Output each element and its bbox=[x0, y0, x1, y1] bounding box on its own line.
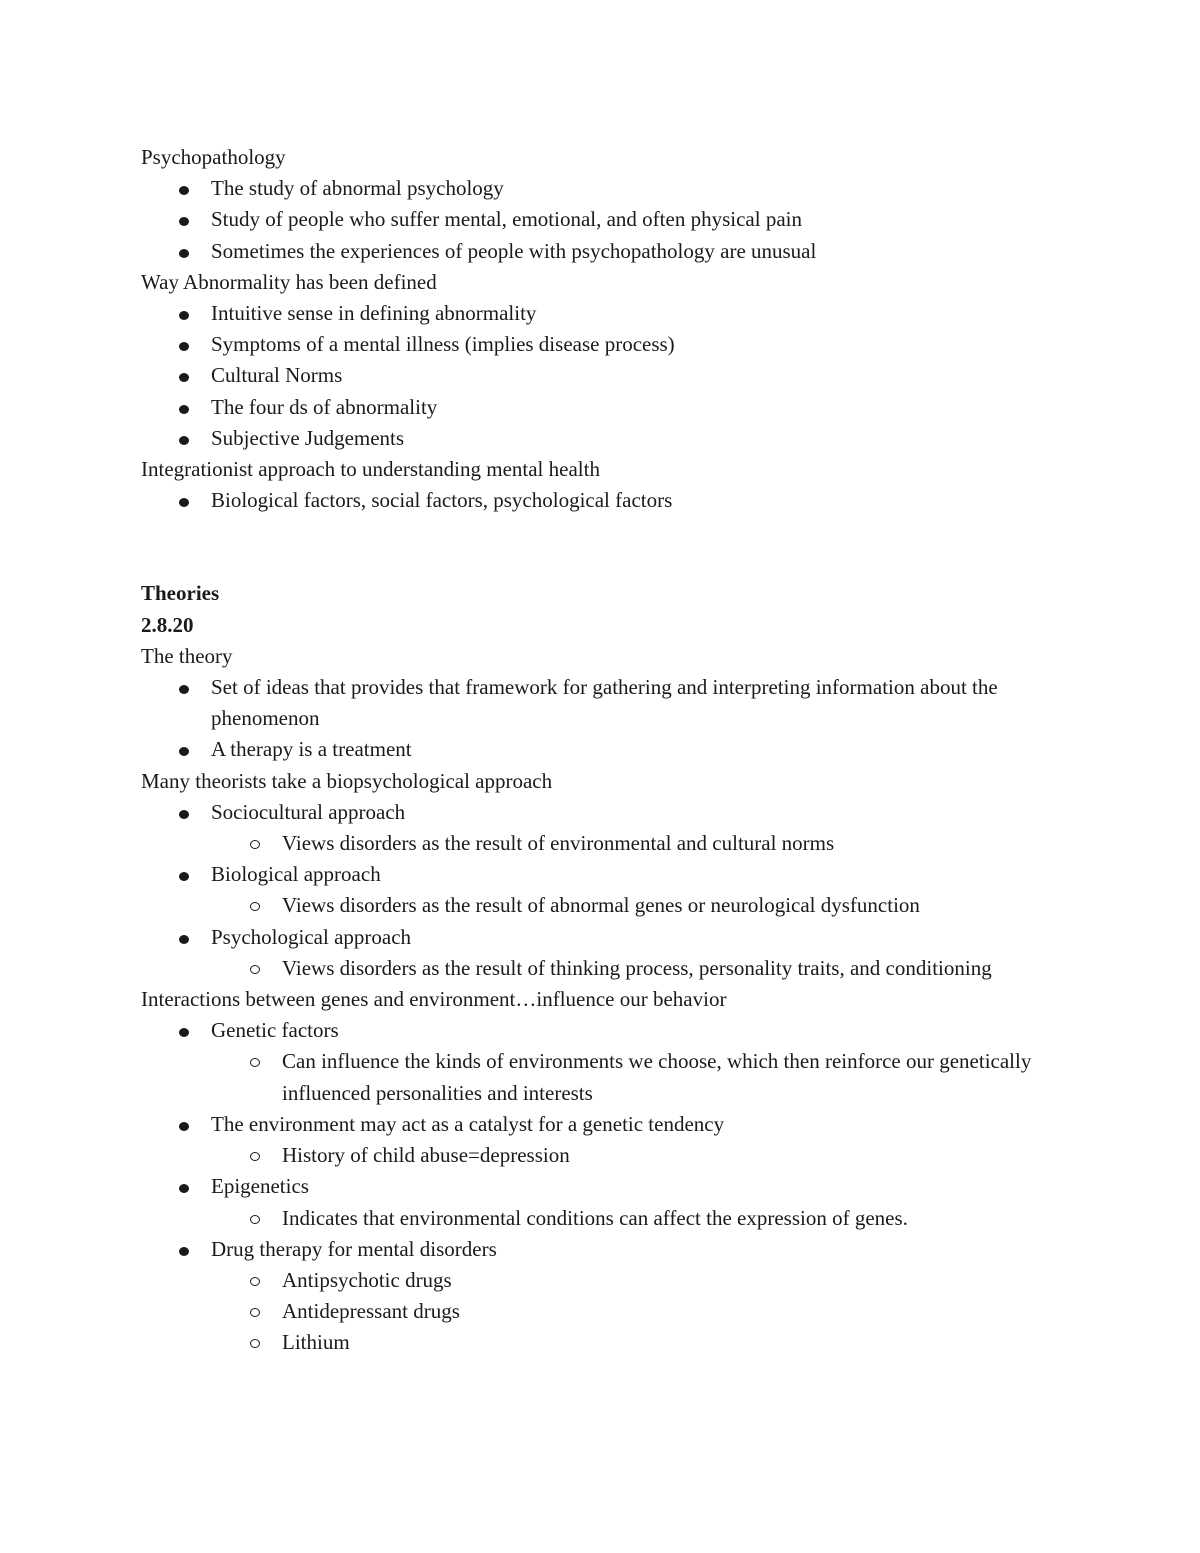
bullet-circle-icon bbox=[250, 1339, 260, 1348]
section-heading: Psychopathology bbox=[141, 145, 286, 169]
bullet-dot-icon bbox=[179, 872, 189, 881]
bullet-circle-icon bbox=[250, 1277, 260, 1286]
section-biopsychological bbox=[141, 766, 1081, 984]
bullet-dot-icon bbox=[179, 249, 189, 258]
bullet-dot-icon bbox=[179, 747, 189, 756]
bullet-dot-icon bbox=[179, 373, 189, 382]
bullet-circle-icon bbox=[250, 1152, 260, 1161]
lecture-date: 2.8.20 bbox=[141, 612, 194, 637]
section-the-theory bbox=[141, 641, 1081, 766]
bullet-dot-icon bbox=[179, 217, 189, 226]
bullet-dot-icon bbox=[179, 498, 189, 507]
sub-bullet-item: Views disorders as the result of environmental and cultural norms bbox=[141, 828, 1081, 859]
bullet-item: Subjective Judgements bbox=[141, 423, 1081, 454]
section-heading: Way Abnormality has been defined bbox=[141, 269, 437, 294]
section-heading: Integrationist approach to understanding mental health bbox=[141, 457, 600, 482]
bullet-circle-icon bbox=[250, 1215, 260, 1224]
sub-bullet-item: History of child abuse=depression bbox=[141, 1140, 1081, 1171]
bullet-dot-icon bbox=[179, 1184, 189, 1193]
bullet-dot-icon bbox=[179, 1247, 189, 1256]
sub-bullet-item: Views disorders as the result of abnormal genes or neurological dysfunction bbox=[141, 890, 1081, 921]
bullet-circle-icon bbox=[250, 1058, 260, 1067]
section-integrationist bbox=[141, 454, 1081, 516]
bullet-item: Set of ideas that provides that framework for gathering and interpreting information about the phenomenon bbox=[141, 672, 1081, 734]
section-theories bbox=[141, 578, 1081, 640]
bullet-dot-icon bbox=[179, 186, 189, 195]
bullet-dot-icon bbox=[179, 405, 189, 414]
bullet-item: Cultural Norms bbox=[141, 360, 1081, 391]
section-heading: Many theorists take a biopsychological approach bbox=[141, 768, 553, 793]
bullet-item: Symptoms of a mental illness (implies disease process) bbox=[141, 329, 1081, 360]
bullet-item: Drug therapy for mental disorders bbox=[141, 1234, 1081, 1265]
sub-bullet-item: Antidepressant drugs bbox=[141, 1296, 1081, 1327]
section-psychopathology bbox=[141, 142, 1081, 267]
sub-bullet-item: Views disorders as the result of thinking process, personality traits, and conditioning bbox=[141, 953, 1081, 984]
bullet-circle-icon bbox=[250, 902, 260, 911]
section-interactions bbox=[141, 984, 1081, 1358]
bullet-circle-icon bbox=[250, 840, 260, 849]
sub-bullet-item: Indicates that environmental conditions can affect the expression of genes. bbox=[141, 1203, 1081, 1234]
bullet-dot-icon bbox=[179, 810, 189, 819]
section-abnormality bbox=[141, 267, 1081, 454]
document-page bbox=[141, 142, 1081, 1359]
bullet-item: The environment may act as a catalyst for a genetic tendency bbox=[141, 1109, 1081, 1140]
bullet-dot-icon bbox=[179, 1028, 189, 1037]
bullet-circle-icon bbox=[250, 965, 260, 974]
section-heading: The theory bbox=[141, 643, 233, 668]
bullet-item: The study of abnormal psychology bbox=[141, 173, 1081, 204]
bullet-item: The four ds of abnormality bbox=[141, 392, 1081, 423]
bullet-item: Study of people who suffer mental, emotional, and often physical pain bbox=[141, 204, 1081, 235]
bullet-dot-icon bbox=[179, 685, 189, 694]
bullet-item: Sociocultural approach bbox=[141, 797, 1081, 828]
sub-bullet-item: Lithium bbox=[141, 1327, 1081, 1358]
bullet-item: Intuitive sense in defining abnormality bbox=[141, 298, 1081, 329]
bullet-item: Biological factors, social factors, psychological factors bbox=[141, 485, 1081, 516]
bullet-item: Sometimes the experiences of people with psychopathology are unusual bbox=[141, 236, 1081, 267]
bullet-item: A therapy is a treatment bbox=[141, 734, 1081, 765]
section-heading: Interactions between genes and environment…influence our behavior bbox=[141, 987, 727, 1012]
bullet-item: Biological approach bbox=[141, 859, 1081, 890]
bullet-dot-icon bbox=[179, 342, 189, 351]
sub-bullet-item: Can influence the kinds of environments we choose, which then reinforce our genetically influenced personalities and interests bbox=[141, 1046, 1081, 1108]
sub-bullet-item: Antipsychotic drugs bbox=[141, 1265, 1081, 1296]
bullet-item: Psychological approach bbox=[141, 922, 1081, 953]
bullet-dot-icon bbox=[179, 436, 189, 445]
bullet-dot-icon bbox=[179, 1122, 189, 1131]
bullet-dot-icon bbox=[179, 311, 189, 320]
bullet-circle-icon bbox=[250, 1308, 260, 1317]
bullet-item: Epigenetics bbox=[141, 1171, 1081, 1202]
bullet-dot-icon bbox=[179, 935, 189, 944]
blank-space bbox=[141, 516, 1081, 578]
theories-title: Theories bbox=[141, 581, 220, 606]
bullet-item: Genetic factors bbox=[141, 1015, 1081, 1046]
